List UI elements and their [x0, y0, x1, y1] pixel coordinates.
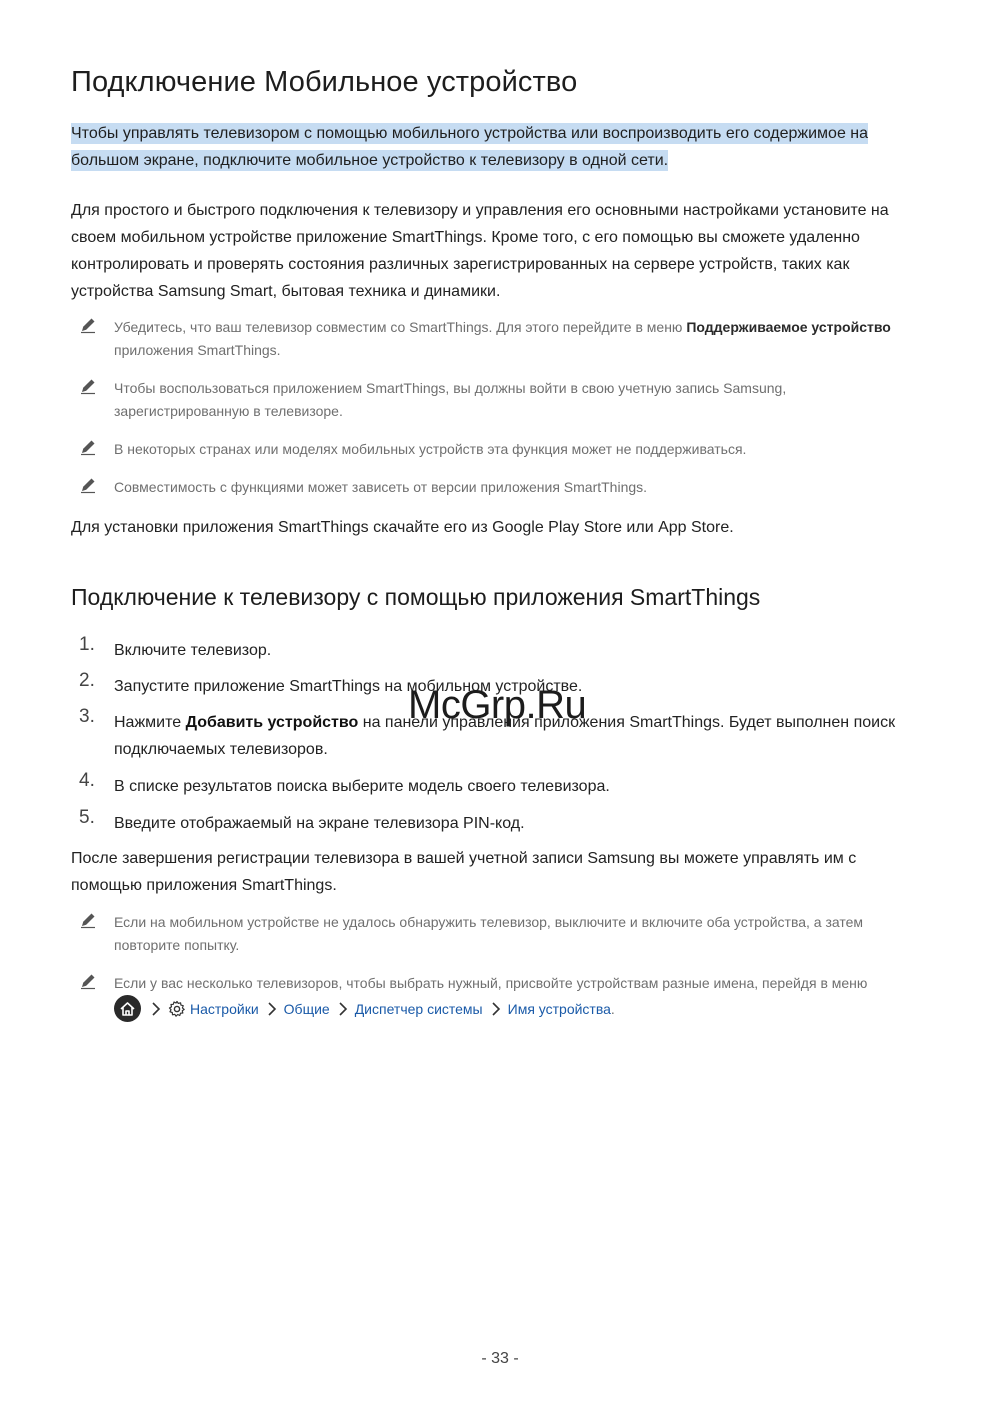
step-text: Введите отображаемый на экране телевизора PIN-код.: [114, 815, 525, 832]
chevron-right-icon: [489, 1001, 503, 1017]
note-text: Если у вас несколько телевизоров, чтобы выбрать нужный, присвойте устройствам разные имена, перейдя в меню: [114, 975, 868, 991]
menu-name: Поддерживаемое устройство: [686, 319, 891, 335]
install-paragraph: Для установки приложения SmartThings скачайте его из Google Play Store или App Store.: [71, 519, 734, 536]
chevron-right-icon: [265, 1001, 279, 1017]
step-text: Запустите приложение SmartThings на мобильном устройстве.: [114, 678, 583, 695]
step-number: 4.: [79, 770, 95, 791]
lead-paragraph: [71, 120, 921, 174]
menu-device-name[interactable]: Имя устройства: [507, 1000, 611, 1017]
gear-icon: [168, 1000, 186, 1018]
note-text: Чтобы воспользоваться приложением SmartThings, вы должны войти в свою учетную запись Samsung, зарегистрированную в телевизоре.: [114, 380, 787, 419]
step-number: 3.: [79, 706, 95, 727]
step-number: 1.: [79, 634, 95, 655]
step-number: 5.: [79, 807, 95, 828]
step-number: 2.: [79, 670, 95, 691]
step-text: В списке результатов поиска выберите модель своего телевизора.: [114, 778, 610, 795]
highlighted-text: Чтобы управлять телевизором с помощью мобильного устройства или воспроизводить его содержимое на большом экране, подключите мобильное устройство к телевизору в одной сети.: [71, 125, 869, 169]
chevron-right-icon: [336, 1001, 350, 1017]
pencil-icon: [79, 316, 97, 334]
chevron-right-icon: [149, 1001, 163, 1017]
menu-settings[interactable]: Настройки: [190, 1000, 259, 1017]
note-text: Если на мобильном устройстве не удалось обнаружить телевизор, выключите и включите оба устройства, а затем повторите попытку.: [114, 914, 864, 953]
menu-path: [114, 995, 615, 1022]
pencil-icon: [79, 438, 97, 456]
home-icon: [114, 995, 141, 1022]
step-text: Нажмите Добавить устройство на панели управления приложения SmartThings. Будет выполнен поиск подключаемых телевизоров.: [114, 714, 896, 758]
after-steps-paragraph: После завершения регистрации телевизора в вашей учетной записи Samsung вы можете управлять им с помощью приложения SmartThings.: [71, 850, 857, 894]
menu-system-manager[interactable]: Диспетчер системы: [354, 1000, 483, 1017]
menu-path-end: .: [610, 1000, 615, 1017]
pencil-icon: [79, 911, 97, 929]
section-title: Подключение к телевизору с помощью приложения SmartThings: [71, 584, 761, 610]
note-text: В некоторых странах или моделях мобильных устройств эта функция может не поддерживаться.: [114, 441, 747, 457]
intro-paragraph: Для простого и быстрого подключения к телевизору и управления его основными настройками установите на своем мобильном устройстве приложение SmartThings. Кроме того, с его помощью вы сможете удаленно контролировать и проверять состояния различных зарегистрированных на сервере устройств, таких как устройства Samsung Smart, бытовая техника и динамики.: [71, 202, 889, 300]
menu-general[interactable]: Общие: [283, 1000, 330, 1017]
note-text: Убедитесь, что ваш телевизор совместим со SmartThings. Для этого перейдите в меню Поддерживаемое устройство приложения SmartThings.: [114, 319, 891, 358]
watermark: McGrp.Ru: [408, 683, 587, 727]
page-title: Подключение Мобильное устройство: [71, 66, 578, 98]
pencil-icon: [79, 476, 97, 494]
step-text: Включите телевизор.: [114, 642, 272, 659]
note-text: Совместимость с функциями может зависеть от версии приложения SmartThings.: [114, 479, 648, 495]
pencil-icon: [79, 972, 97, 990]
button-name: Добавить устройство: [185, 714, 359, 731]
page-number: - 33 -: [481, 1350, 519, 1367]
pencil-icon: [79, 377, 97, 395]
